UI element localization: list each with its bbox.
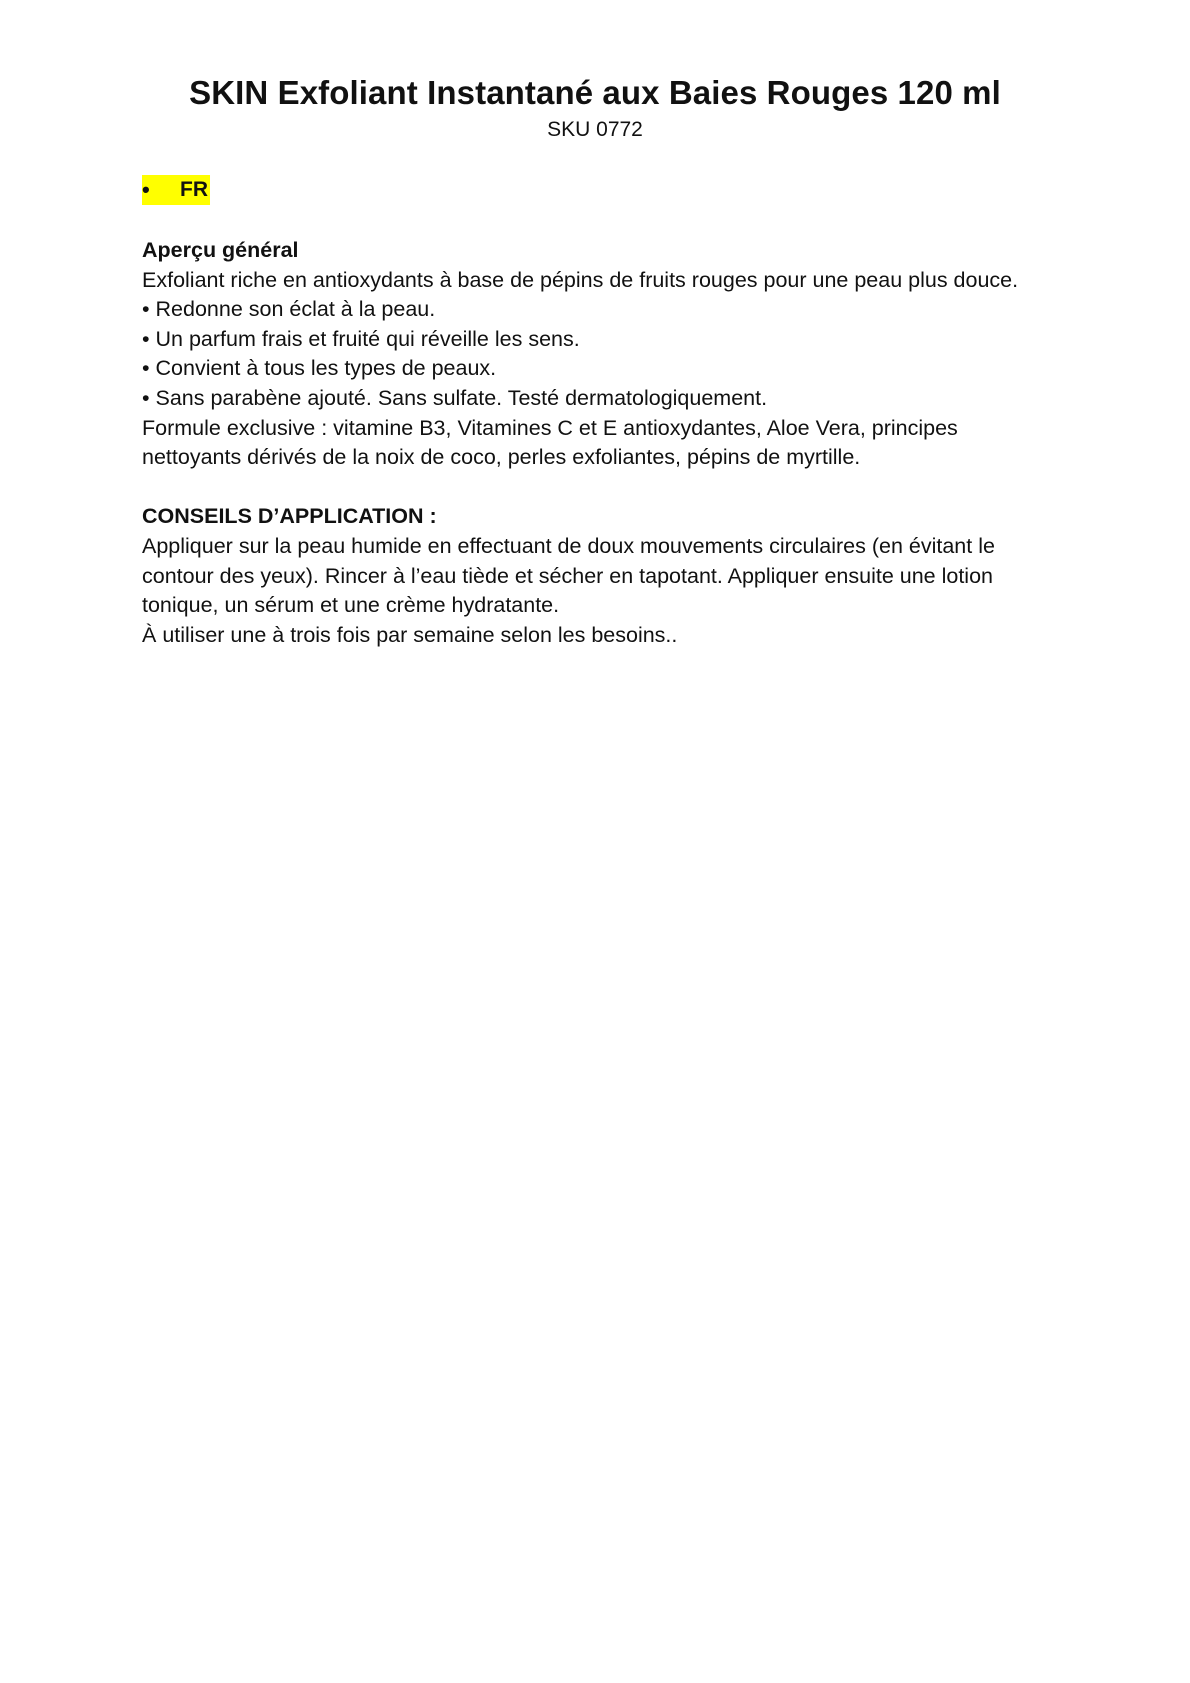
language-label: FR [180,178,208,201]
sku-label: SKU 0772 [547,118,643,141]
feature-bullet: • Sans parabène ajouté. Sans sulfate. Testé dermatologiquement. [142,385,768,410]
bullet-icon: • [142,177,150,202]
application-heading: CONSEILS D’APPLICATION : [142,504,437,529]
overview-heading: Aperçu général [142,238,299,262]
formula-text: Formule exclusive : vitamine B3, Vitamines C et E antioxydantes, Aloe Vera, principes nettoyants dérivés de la noix de coco, perles exfoliantes, pépins de myrtille. [142,415,958,470]
feature-bullet: • Un parfum frais et fruité qui réveille les sens. [142,326,580,351]
product-description [142,236,1062,650]
application-instructions: Appliquer sur la peau humide en effectuant de doux mouvements circulaires (en évitant le contour des yeux). Rincer à l’eau tiède et sécher en tapotant. Appliquer ensuite une lotion tonique, un sérum et une crème hydratante. [142,533,995,618]
application-frequency: À utiliser une à trois fois par semaine selon les besoins.. [142,622,678,647]
feature-bullet: • Convient à tous les types de peaux. [142,356,497,381]
page-title: SKIN Exfoliant Instantané aux Baies Rouges 120 ml [189,74,1001,111]
section-spacer [142,473,1062,503]
feature-bullet: • Redonne son éclat à la peau. [142,297,436,322]
language-marker [142,175,210,205]
overview-intro: Exfoliant riche en antioxydants à base de pépins de fruits rouges pour une peau plus douce. [142,267,1019,292]
